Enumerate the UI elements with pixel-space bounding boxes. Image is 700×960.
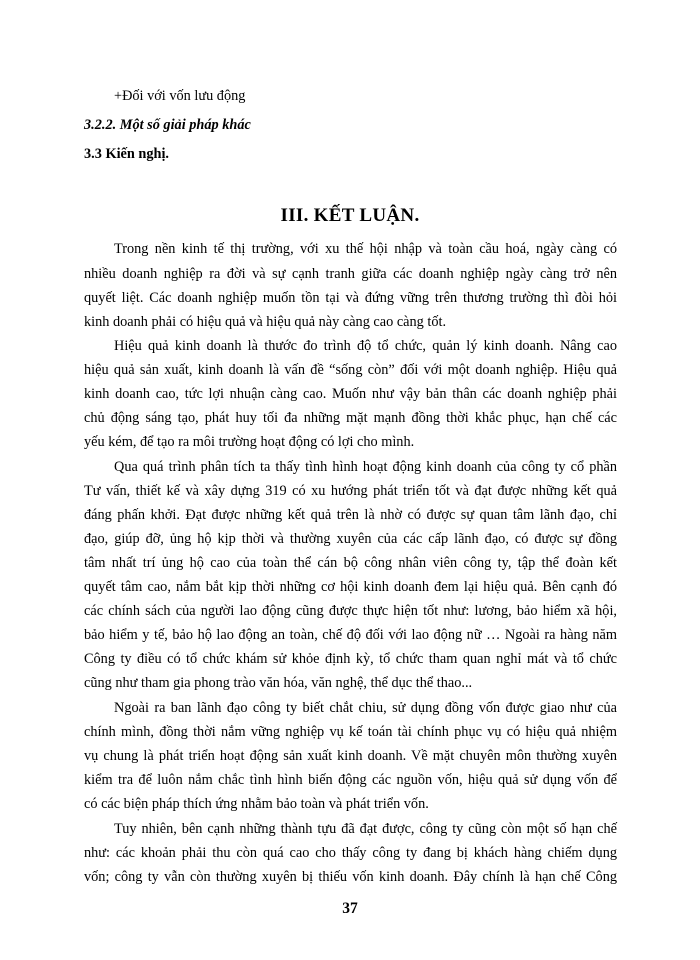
text-line: đạo, giúp đỡ, ủng hộ kịp thời và thường xuyên của các cấp lãnh đạo, có được sự đồng	[84, 531, 617, 547]
text-line: Công ty điều có tổ chức khám sử khỏe định kỳ, tổ chức tham quan nghỉ mát và tổ chức	[84, 651, 617, 667]
conclusion-title: III. KẾT LUẬN.	[280, 205, 420, 226]
page-number: 37	[342, 900, 358, 917]
text-line: các chính sách của người lao động cũng được thực hiện tốt như: lương, bảo hiểm xã hội,	[84, 603, 617, 619]
heading-current-capital: +Đối với vốn lưu động	[114, 88, 246, 104]
text-line: chủ động sáng tạo, phát huy tối đa những mặt mạnh đồng thời khắc phục, hạn chế các	[84, 410, 617, 426]
text-line: Tư vấn, thiết kế và xây dựng 319 có xu hướng phát triển tốt và đạt được những kết quả	[84, 483, 617, 499]
text-line: vốn; công ty vẫn còn thường xuyên bị thiếu vốn kinh doanh. Đây chính là hạn chế Công	[84, 869, 617, 885]
text-line: kiểm tra để luôn nắm chắc tình hình biến động các nguồn vốn, hiệu quả sử dụng vốn để	[84, 772, 617, 788]
text-line: vụ chung là phát triển hoạt động sản xuất kinh doanh. Về mặt chuyên môn thường xuyên	[84, 748, 617, 764]
text-line: tâm nhất trí ủng hộ cao của toàn thể cán bộ công nhân viên công ty, tập thể đoàn kết	[84, 555, 617, 571]
text-line: chính mình, đồng thời nắm vững nghiệp vụ kế toán tài chính phục vụ có hiệu quả nhiệm	[84, 724, 617, 740]
text-line: Hiệu quả kinh doanh là thước đo trình độ tổ chức, quản lý kinh doanh. Nâng cao	[114, 338, 617, 354]
text-line: Tuy nhiên, bên cạnh những thành tựu đã đạt được, công ty cũng còn một số hạn chế	[114, 821, 617, 837]
text-line: kinh doanh cao, tức lợi nhuận càng cao. Muốn như vậy bản thân các doanh nghiệp phải	[84, 386, 617, 402]
heading-section-3-2-2: 3.2.2. Một số giải pháp khác	[84, 117, 251, 133]
text-line: quyết liệt. Các doanh nghiệp muốn tồn tại và đứng vững trên thương trường thì đòi hỏi	[84, 290, 617, 306]
text-line: có các biện pháp thích ứng nhằm bảo toàn và phát triển vốn.	[84, 796, 429, 812]
text-line: hiệu quả sản xuất, kinh doanh là vấn đề “sống còn” đối với một doanh nghiệp. Hiệu quả	[84, 362, 617, 378]
text-line: như: các khoản phải thu còn quá cao cho thấy công ty đang bị khách hàng chiếm dụng	[84, 845, 617, 861]
text-line: quyết tâm cao, nắm bắt kịp thời những cơ hội kinh doanh đem lại hiệu quả. Bên cạnh đó	[84, 579, 617, 595]
text-line: Qua quá trình phân tích ta thấy tình hình hoạt động kinh doanh của công ty cổ phần	[114, 459, 617, 475]
text-line: cũng như tham gia phong trào văn hóa, văn nghệ, thể dục thể thao...	[84, 675, 473, 691]
text-line: đáng phấn khởi. Đạt được những kết quả trên là nhờ có được sự quan tâm lãnh đạo, chỉ	[84, 507, 617, 523]
text-line: kinh doanh phải có hiệu quả và hiệu quả này càng cao càng tốt.	[84, 314, 447, 330]
text-line: nhiều doanh nghiệp ra đời và sự cạnh tranh giữa các doanh nghiệp ngày càng trở nên	[84, 266, 617, 282]
text-line: Ngoài ra ban lãnh đạo công ty biết chắt chiu, sử dụng đồng vốn được giao như của	[114, 700, 617, 716]
text-line: bảo hiểm y tế, bảo hộ lao động an toàn, chế độ đối với lao động nữ … Ngoài ra hàng năm	[84, 627, 617, 643]
text-line: Trong nền kinh tế thị trường, với xu thế hội nhập và toàn cầu hoá, ngày càng có	[114, 241, 617, 257]
heading-section-3-3: 3.3 Kiến nghị.	[84, 146, 170, 162]
text-line: yếu kém, để tạo ra môi trường hoạt động có lợi cho mình.	[84, 434, 415, 450]
